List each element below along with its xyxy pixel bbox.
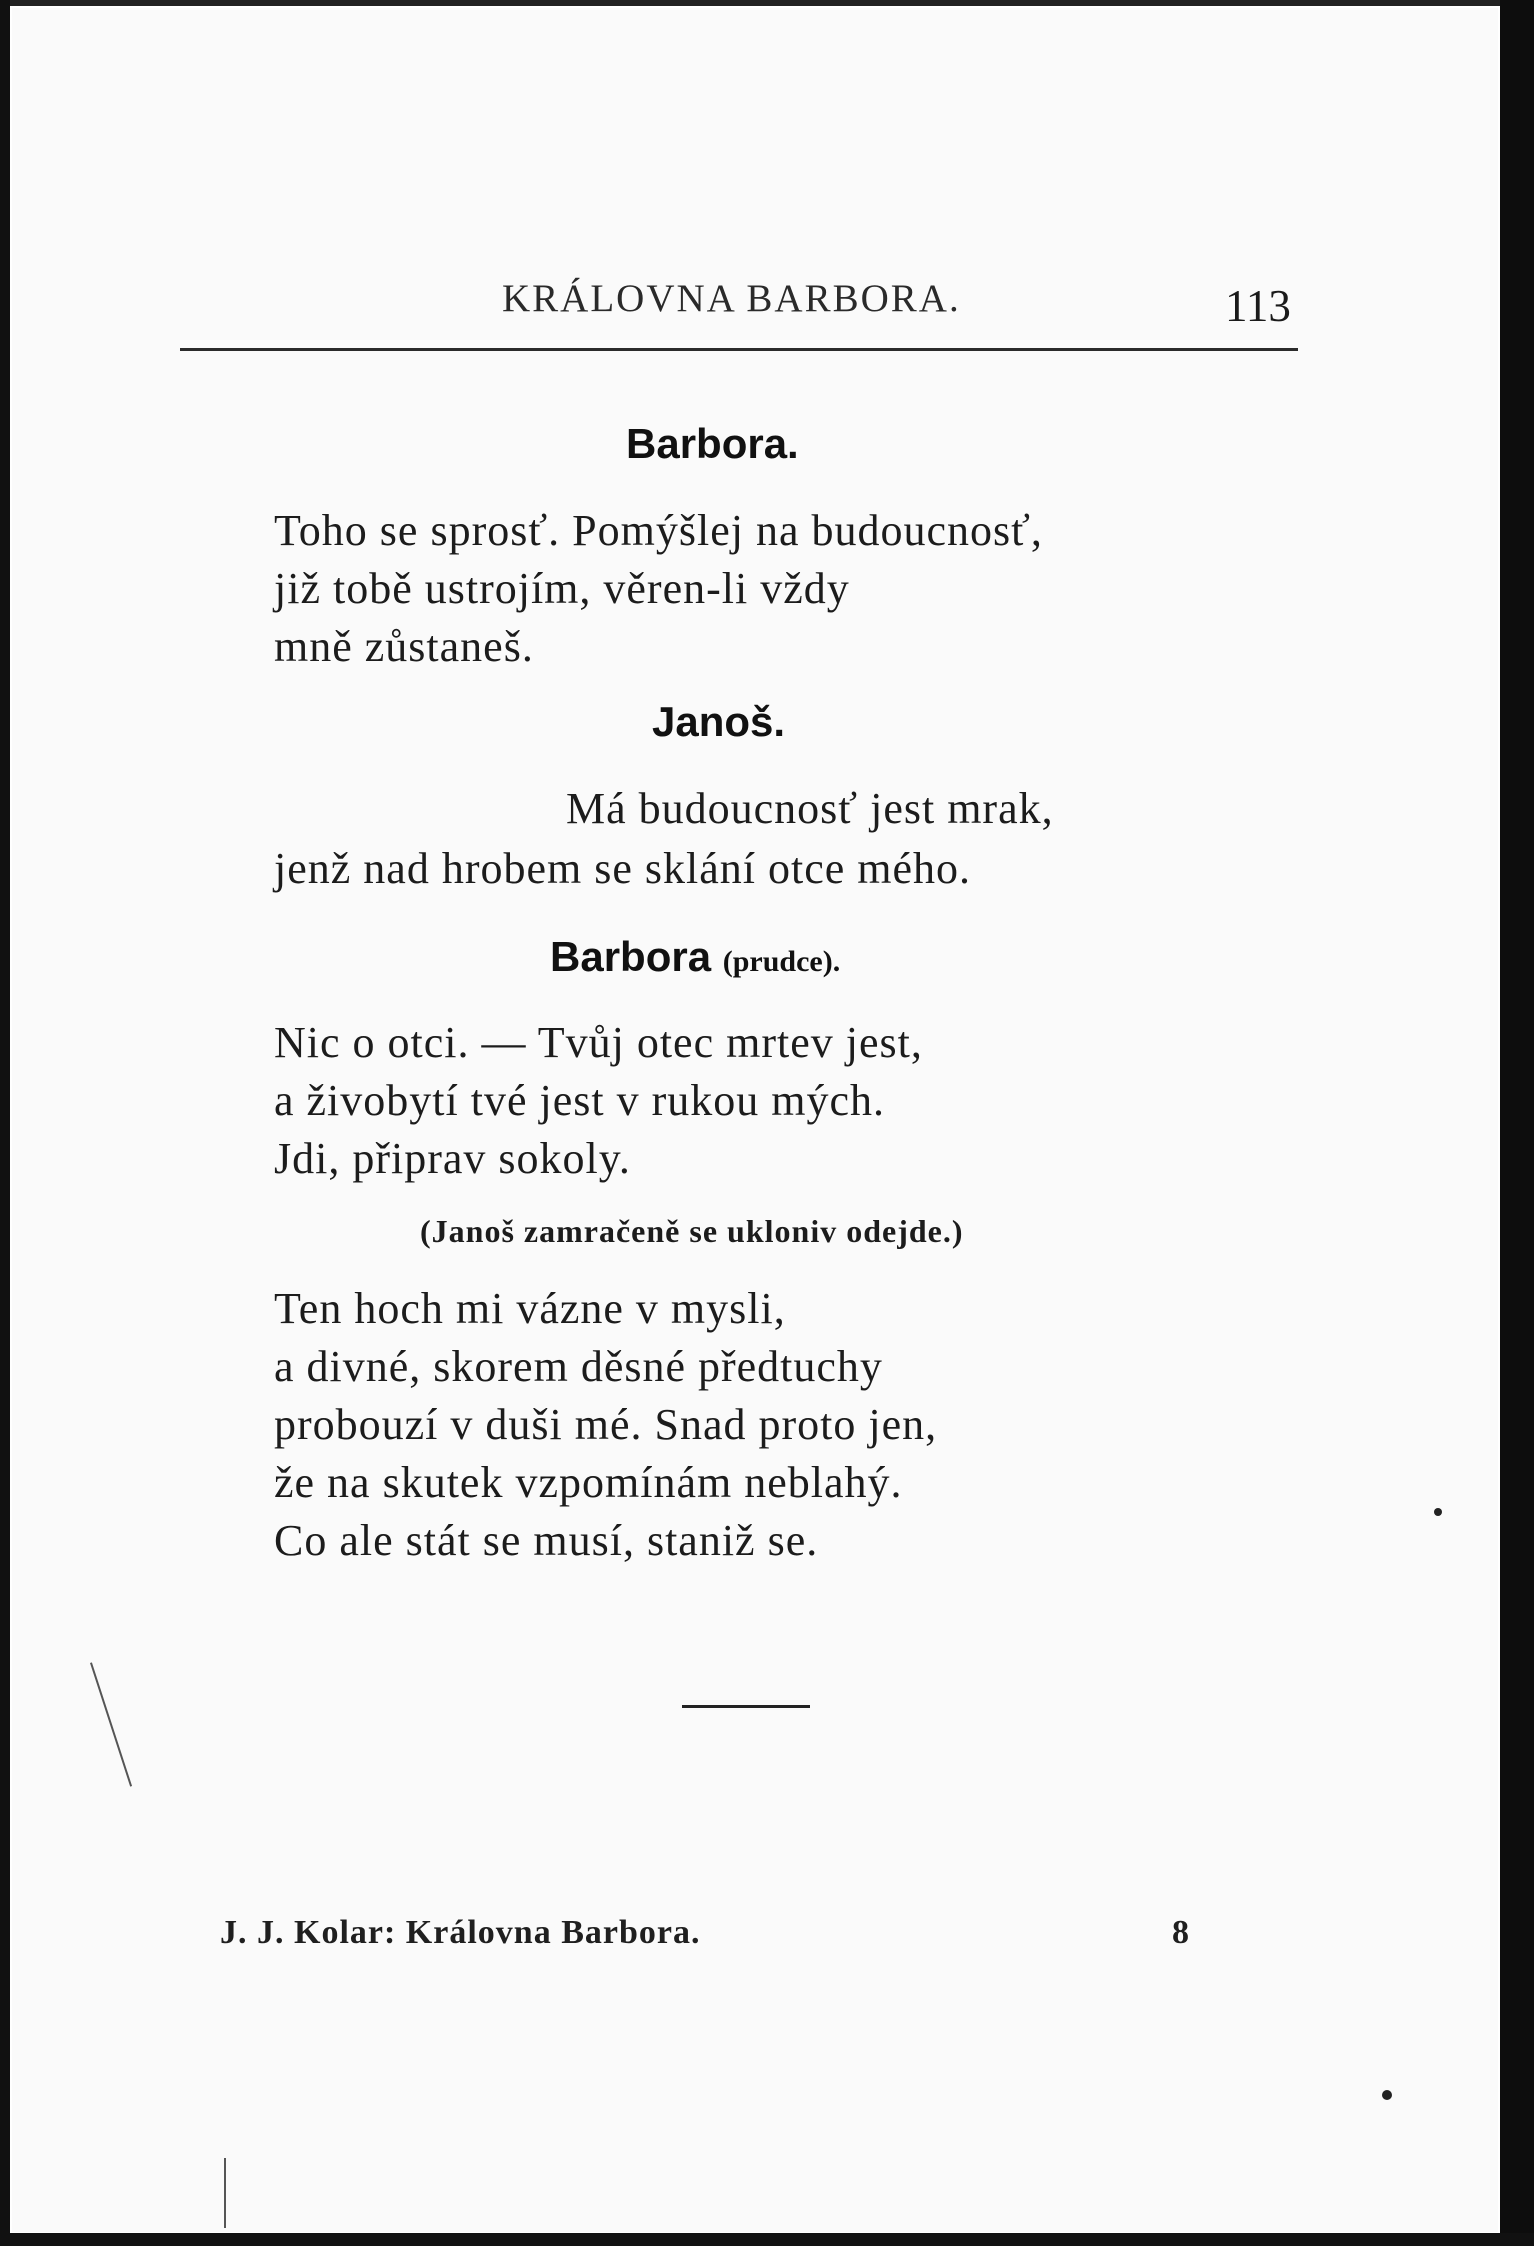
- scan-speck: [1382, 2090, 1392, 2100]
- speaker-direction: (prudce).: [722, 945, 841, 978]
- running-title: KRÁLOVNA BARBORA.: [502, 277, 961, 320]
- verse-line: a divné, skorem děsné předtuchy: [274, 1342, 883, 1391]
- speaker-name: Janoš.: [652, 698, 786, 745]
- verse-line: probouzí v duši mé. Snad proto jen,: [274, 1400, 938, 1449]
- verse-line: Co ale stát se musí, staniž se.: [274, 1516, 819, 1565]
- verse-line: mně zůstaneš.: [274, 622, 534, 671]
- header-rule: [180, 348, 1298, 351]
- verse-line: Nic o otci. — Tvůj otec mrtev jest,: [274, 1018, 923, 1067]
- verse-line: již tobě ustrojím, věren-li vždy: [274, 564, 850, 613]
- page-number: 113: [1225, 281, 1291, 331]
- scan-border-top: [0, 0, 1534, 6]
- verse-line: Toho se sprosť. Pomýšlej na budoucnosť,: [274, 506, 1043, 555]
- scan-speck: [1434, 1508, 1442, 1516]
- speaker-name: Barbora.: [626, 420, 799, 467]
- speaker-name: Barbora: [550, 933, 712, 980]
- book-page: [12, 8, 1498, 2232]
- signature-mark: 8: [1172, 1914, 1189, 1951]
- printer-signature: J. J. Kolar: Královna Barbora.: [220, 1914, 701, 1951]
- speaker-with-direction: [550, 933, 840, 981]
- scan-scratch: [90, 1662, 132, 1786]
- scan-border-bottom: [0, 2233, 1534, 2246]
- scan-border-left: [0, 0, 10, 2246]
- stage-direction: (Janoš zamračeně se ukloniv odejde.): [420, 1213, 964, 1249]
- scan-scratch: [224, 2158, 226, 2228]
- end-ornament-rule: [682, 1705, 810, 1708]
- verse-line: Jdi, připrav sokoly.: [274, 1134, 631, 1183]
- scan-border-right: [1500, 0, 1534, 2246]
- verse-line: jenž nad hrobem se sklání otce mého.: [274, 844, 972, 893]
- verse-line: že na skutek vzpomínám neblahý.: [274, 1458, 903, 1507]
- verse-line: Má budoucnosť jest mrak,: [566, 784, 1054, 833]
- verse-line: Ten hoch mi vázne v mysli,: [274, 1284, 786, 1333]
- verse-line: a živobytí tvé jest v rukou mých.: [274, 1076, 885, 1125]
